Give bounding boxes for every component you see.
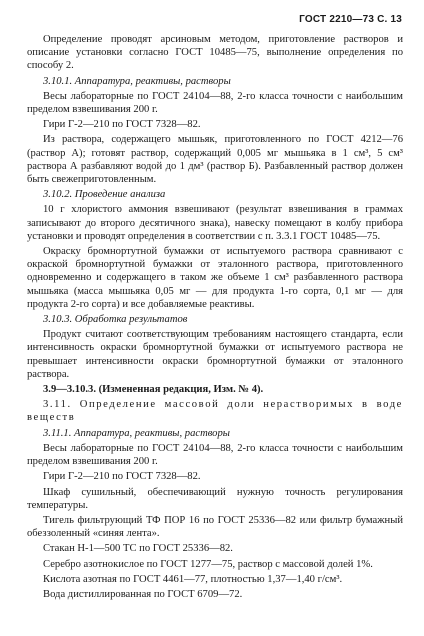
paragraph: Кислота азотная по ГОСТ 4461—77, плотностью 1,37—1,40 г/см³. xyxy=(43,573,343,585)
paragraph: Весы лабораторные по ГОСТ 24104—88, 2-го класса точности с наибольшим пределом взвешивания 200 г. xyxy=(27,442,403,468)
paragraph: Шкаф сушильный, обеспечивающий нужную точность регулирования температуры. xyxy=(27,486,403,511)
amendment-note: 3.9—3.10.3. (Измененная редакция, Изм. № 4). xyxy=(43,384,264,396)
paragraph: Вода дистиллированная по ГОСТ 6709—72. xyxy=(43,588,243,600)
section-heading: 3.10.2. Проведение анализа xyxy=(43,189,166,201)
paragraph: Тигель фильтрующий ТФ ПОР 16 по ГОСТ 25336—82 или фильтр бумажный обеззоленный «синяя лента». xyxy=(27,514,403,540)
paragraph: Гири Г-2—210 по ГОСТ 7328—82. xyxy=(43,471,201,483)
paragraph: Определение проводят арсиновым методом, приготовление растворов и описание установки согласно ГОСТ 10485—75, выполнение определения по способу 2. xyxy=(27,34,403,72)
paragraph: 10 г хлористого аммония взвешивают (результат взвешивания в граммах записывают до второго десятичного знака), навеску помещают в колбу прибора установки и проводят определения в соответствии с п. 3.3.1 ГОСТ 10485—75. xyxy=(27,204,403,242)
section-title: 3.11. Определение массовой доли нерастворимых в воде веществ xyxy=(27,399,403,424)
paragraph: Весы лабораторные по ГОСТ 24104—88, 2-го класса точности с наибольшим пределом взвешивания 200 г. xyxy=(27,90,403,116)
paragraph: Серебро азотнокислое по ГОСТ 1277—75, раствор с массовой долей 1%. xyxy=(43,558,373,570)
page-header: ГОСТ 2210—73 С. 13 xyxy=(299,14,402,25)
paragraph: Окраску бромнортутной бумажки от испытуемого раствора сравнивают с окраской бромнортутной бумажки от эталонного раствора, приготовленного одновременно и содержащего в таком же объеме 1 см³ разбавленного раствора мышьяка (масса мышьяка 0,05 мг — для продукта 1-го сорта, 0,1 мг — для продукта 2-го сорта) и все добавляемые реактивы. xyxy=(27,246,403,310)
paragraph: Продукт считают соответствующим требованиям настоящего стандарта, если интенсивность окраски бромнортутной бумажки от испытуемого раствора не превышает интенсивности окраски бромнортутной бумажки от эталонного раствора. xyxy=(27,329,403,380)
paragraph: Стакан Н-1—500 ТС по ГОСТ 25336—82. xyxy=(43,543,233,555)
section-heading: 3.10.3. Обработка результатов xyxy=(43,314,188,326)
document-body xyxy=(27,33,403,603)
paragraph: Гири Г-2—210 по ГОСТ 7328—82. xyxy=(43,119,201,131)
section-heading: 3.10.1. Аппаратура, реактивы, растворы xyxy=(43,75,231,87)
paragraph: Из раствора, содержащего мышьяк, приготовленного по ГОСТ 4212—76 (раствор А); готовят раствор, содержащий 0,005 мг мышьяка в 1 см³, 5 см³ раствора А разбавляют водой до 1 дм³ (раствор Б). Разбавленный раствор должен быть свежеприготовленным. xyxy=(27,134,403,186)
section-heading: 3.11.1. Аппаратура, реактивы, растворы xyxy=(43,427,230,439)
